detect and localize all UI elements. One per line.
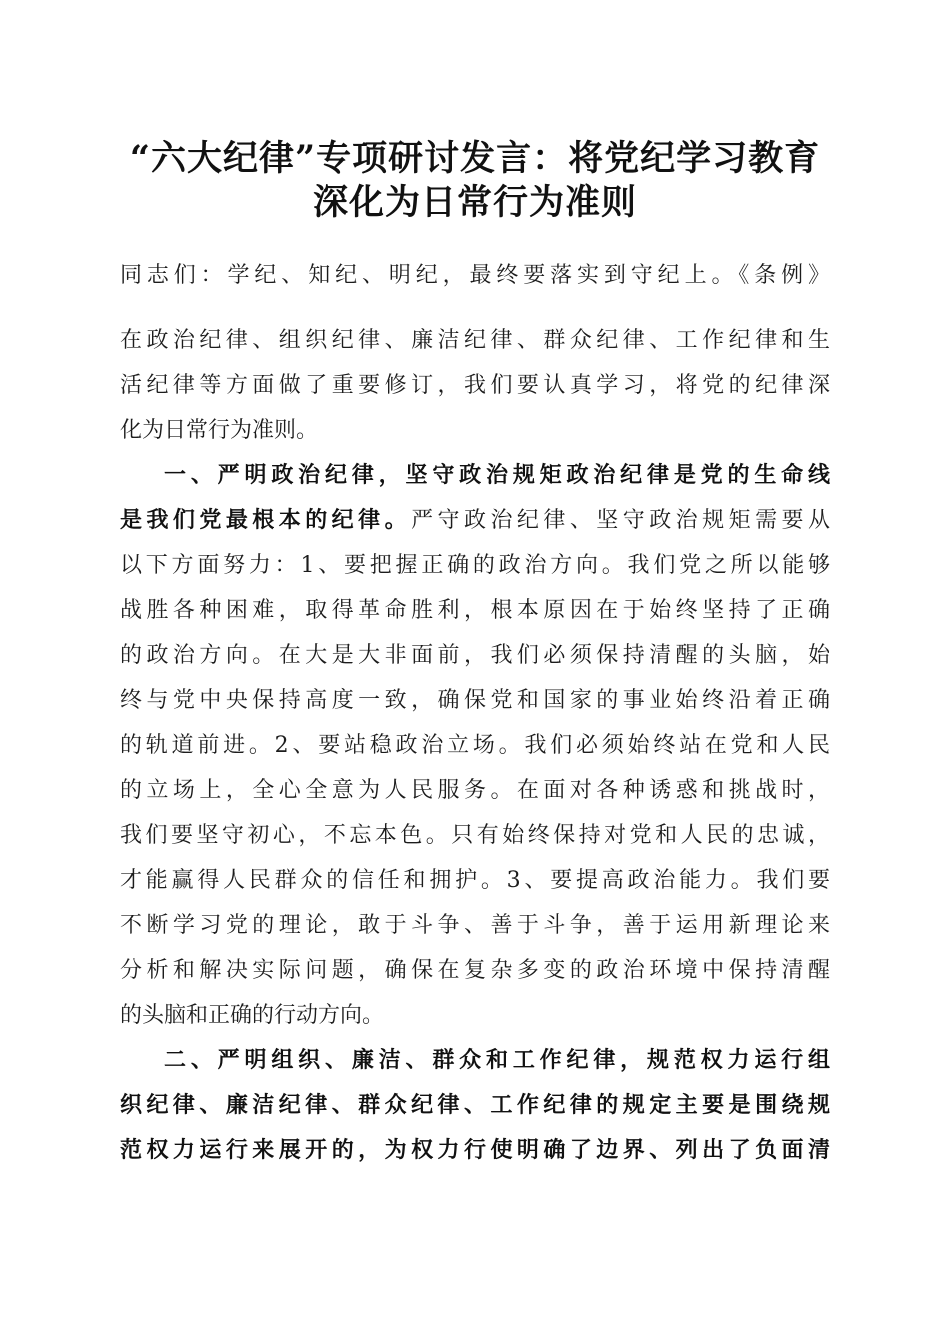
section1-line: 的头脑和正确的行动方向。 xyxy=(120,1003,385,1028)
section2-heading-line: 范权力运行来展开的，为权力行使明确了边界、列出了负面清 xyxy=(120,1138,830,1163)
section2-heading-line: 织纪律、廉洁纪律、群众纪律、工作纪律的规定主要是围绕规 xyxy=(120,1093,830,1118)
section1-heading-line-1: 一、严明政治纪律，坚守政治规矩政治纪律是党的生命线 xyxy=(164,463,830,488)
section1-line: 的立场上，全心全意为人民服务。在面对各种诱惑和挑战时， xyxy=(120,778,830,803)
intro-line: 化为日常行为准则。 xyxy=(120,418,319,443)
intro-line: 活纪律等方面做了重要修订，我们要认真学习，将党的纪律深 xyxy=(120,373,830,398)
section1-line-2 xyxy=(120,501,830,541)
section1-heading-line-2: 是我们党最根本的纪律。 xyxy=(120,508,412,533)
section1-line: 的政治方向。在大是大非面前，我们必须保持清醒的头脑，始 xyxy=(120,643,830,668)
section1-line: 的轨道前进。2、要站稳政治立场。我们必须始终站在党和人民 xyxy=(120,733,830,758)
intro-line: 同志们：学纪、知纪、明纪，最终要落实到守纪上。《条例》 xyxy=(120,263,830,288)
section1-line: 才能赢得人民群众的信任和拥护。3、要提高政治能力。我们要 xyxy=(120,868,830,893)
intro-line: 在政治纪律、组织纪律、廉洁纪律、群众纪律、工作纪律和生 xyxy=(120,328,830,353)
section2-heading-line: 二、严明组织、廉洁、群众和工作纪律，规范权力运行组 xyxy=(164,1048,830,1073)
section1-line-2-rest: 严守政治纪律、坚守政治规矩需要从 xyxy=(411,508,830,533)
section1-line: 不断学习党的理论，敢于斗争、善于斗争，善于运用新理论来 xyxy=(120,913,830,938)
section1-line: 以下方面努力：1、要把握正确的政治方向。我们党之所以能够 xyxy=(120,553,830,578)
section1-line: 终与党中央保持高度一致，确保党和国家的事业始终沿着正确 xyxy=(120,688,830,713)
section1-line: 战胜各种困难，取得革命胜利，根本原因在于始终坚持了正确 xyxy=(120,598,830,623)
document-title-line-2: 深化为日常行为准则 xyxy=(312,182,637,223)
section1-line: 我们要坚守初心，不忘本色。只有始终保持对党和人民的忠诚， xyxy=(120,823,830,848)
document-title-line-1: “六大纪律”专项研讨发言：将党纪学习教育 xyxy=(129,138,821,179)
section1-line: 分析和解决实际问题，确保在复杂多变的政治环境中保持清醒 xyxy=(120,958,830,983)
